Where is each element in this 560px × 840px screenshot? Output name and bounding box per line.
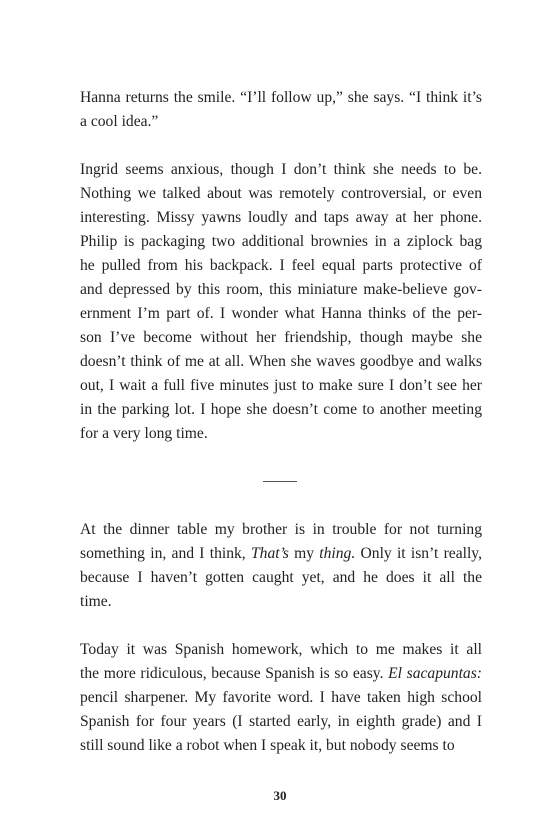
- text-line: time.: [80, 593, 112, 610]
- paragraph: [80, 158, 482, 446]
- text-line: Spanish for four years (I started early, in eighth grade) and I: [80, 713, 482, 730]
- text-line: in the parking lot. I hope she doesn’t come to another meeting: [80, 401, 482, 418]
- section-divider: [263, 481, 297, 482]
- italic-text: That’s: [250, 545, 289, 562]
- text-line: because I haven’t gotten caught yet, and he does it all the: [80, 569, 482, 586]
- text-line: for a very long time.: [80, 425, 208, 442]
- text-line: the more ridiculous, because Spanish is so easy. El sacapuntas:: [80, 665, 482, 682]
- text-line: interesting. Missy yawns loudly and taps away at her phone.: [80, 209, 482, 226]
- text-line: out, I wait a full five minutes just to make sure I don’t see her: [80, 377, 482, 394]
- text-line: At the dinner table my brother is in trouble for not turning: [80, 521, 482, 538]
- text-line: Today it was Spanish homework, which to me makes it all: [80, 641, 482, 658]
- text-line: and depressed by this room, this miniature make-believe gov-: [80, 281, 482, 298]
- text-line: son I’ve become without her friendship, though maybe she: [80, 329, 482, 346]
- italic-text: thing.: [319, 545, 356, 562]
- text-line: doesn’t think of me at all. When she waves goodbye and walks: [80, 353, 482, 370]
- paragraph: [80, 638, 482, 758]
- text-line: something in, and I think, That’s my thing. Only it isn’t really,: [80, 545, 482, 562]
- text-line: Philip is packaging two additional brownies in a ziplock bag: [80, 233, 482, 250]
- text-line: a cool idea.”: [80, 113, 159, 130]
- text-line: ernment I’m part of. I wonder what Hanna thinks of the per-: [80, 305, 482, 322]
- text-line: he pulled from his backpack. I feel equal parts protective of: [80, 257, 482, 274]
- paragraph: [80, 518, 482, 614]
- text-line: Nothing we talked about was remotely controversial, or even: [80, 185, 482, 202]
- text-line: pencil sharpener. My favorite word. I have taken high school: [80, 689, 482, 706]
- text-line: Hanna returns the smile. “I’ll follow up,” she says. “I think it’s: [80, 89, 482, 106]
- italic-text: El sacapuntas:: [388, 665, 482, 682]
- page-number: 30: [273, 788, 287, 803]
- text-line: still sound like a robot when I speak it, but nobody seems to: [80, 737, 455, 754]
- paragraph: [80, 86, 482, 134]
- text-line: Ingrid seems anxious, though I don’t think she needs to be.: [80, 161, 482, 178]
